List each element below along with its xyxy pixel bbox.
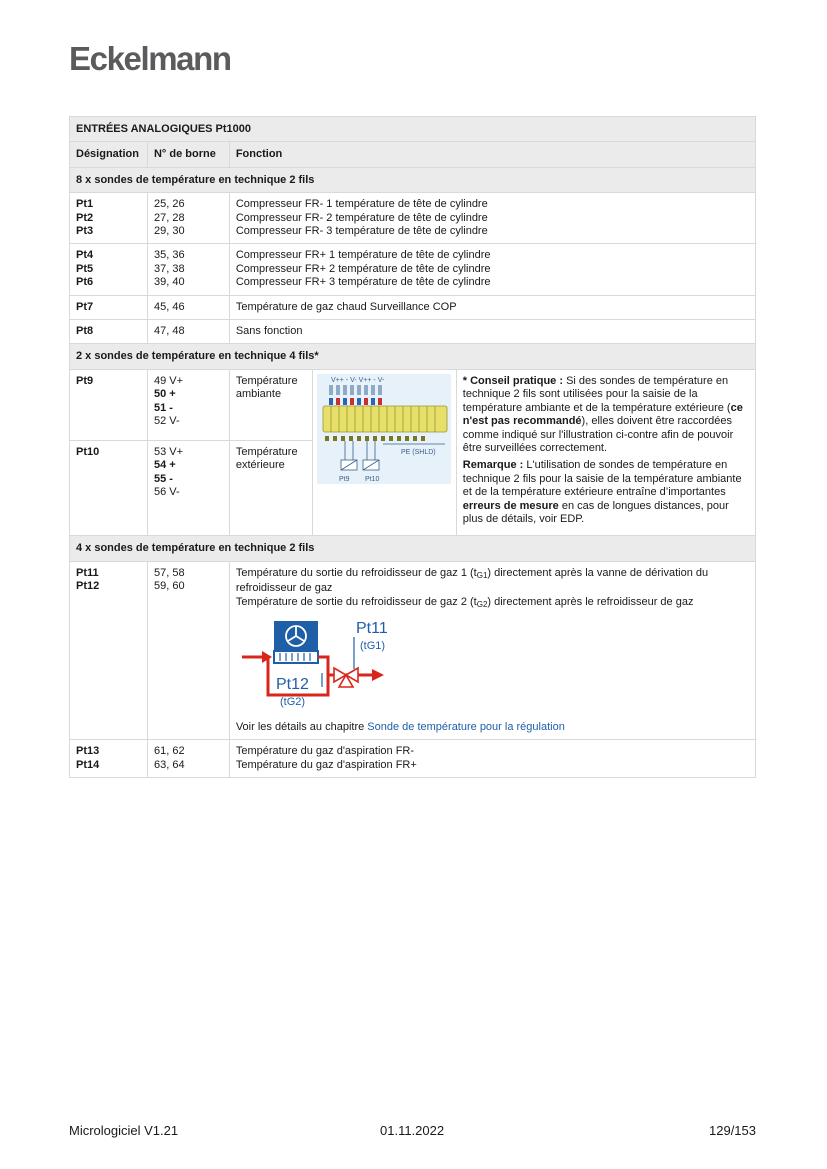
col-header-function: Fonction: [229, 142, 755, 167]
designation-cell: [70, 193, 148, 244]
sensor-pt9-label: Pt9: [338, 475, 350, 483]
designation: Pt6: [76, 276, 94, 289]
designation-cell: Pt7: [70, 295, 148, 319]
function-cell: [229, 561, 755, 740]
footer-date: 01.11.2022: [380, 1123, 445, 1138]
tg1-diagram-label: (tG1): [359, 639, 385, 652]
designation: Pt2: [76, 211, 94, 224]
footer-page-number: 129/153: [709, 1123, 756, 1138]
designation-cell: Pt10: [70, 440, 148, 535]
function: Compresseur FR- 3 température de tête de cylindre: [235, 225, 488, 238]
terminal: 51 -: [153, 401, 173, 414]
practical-tip: * Conseil pratique : Si des sondes de température en technique 2 fils sont utilisées pour la saisie de la température ambiante et de la température extérieure (ce n'est pas recommandé), elles doivent être raccordées comme indiqué sur l'illustration ci-contre afin de pouvoir être surveillées correctement.: [462, 374, 743, 454]
designation-cell: [70, 244, 148, 295]
terminal: 27, 28: [153, 211, 185, 224]
designation-cell: [70, 740, 148, 778]
col-header-terminal: N° de borne: [147, 142, 229, 167]
terminal: 57, 58: [153, 566, 185, 579]
terminal: 39, 40: [153, 276, 185, 289]
terminal-cell: 47, 48: [147, 320, 229, 344]
terminal: 25, 26: [153, 198, 185, 211]
function: Température de sortie du refroidisseur de gaz 2 $(t_{G2})$ directement après le refroidisseur de gaz: [235, 595, 694, 609]
function: Compresseur FR- 1 température de tête de cylindre: [235, 198, 488, 211]
function-cell: [229, 193, 755, 244]
designation: Pt1: [76, 198, 94, 211]
eckelmann-logo: Eckelmann: [69, 40, 231, 77]
terminal-cell: [147, 740, 229, 778]
terminal-cell: [147, 244, 229, 295]
terminal-cell: [147, 369, 229, 440]
terminal: 35, 36: [153, 249, 185, 262]
terminal-cell: [147, 561, 229, 740]
designation-cell: [70, 561, 148, 740]
function-cell: Sans fonction: [229, 320, 755, 344]
designation-cell: Pt9: [70, 369, 148, 440]
designation-cell: Pt8: [70, 320, 148, 344]
function: Température du gaz d'aspiration FR-: [235, 745, 415, 758]
function-cell: Température extérieure: [229, 440, 312, 535]
terminal: 63, 64: [153, 758, 185, 771]
function: Compresseur FR+ 2 température de tête de cylindre: [235, 262, 491, 275]
practical-tip-cell: [456, 369, 755, 535]
table-row: [70, 193, 756, 244]
terminal-wiring-diagram: [317, 374, 451, 484]
temperature-sensor-chapter-link[interactable]: Sonde de température pour la régulation: [367, 720, 565, 733]
column-header-row: [70, 142, 756, 167]
designation: Pt5: [76, 262, 94, 275]
table-title: ENTRÉES ANALOGIQUES Pt1000: [70, 117, 756, 142]
terminal: 49 V+: [153, 374, 184, 387]
function: Compresseur FR+ 1 température de tête de cylindre: [235, 249, 491, 262]
function: Compresseur FR- 2 température de tête de cylindre: [235, 211, 488, 224]
designation: Pt14: [76, 758, 100, 771]
details-reference: Voir les détails au chapitre Sonde de température pour la régulation: [235, 720, 565, 733]
wiring-diagram-cell: [312, 369, 456, 535]
designation: Pt3: [76, 225, 94, 238]
terminal: 52 V-: [153, 415, 180, 428]
sensor-pt10-label: Pt10: [364, 475, 380, 483]
table-row: [70, 561, 756, 740]
section-row: [70, 344, 756, 369]
remark: Remarque : L'utilisation de sondes de température en technique 2 fils pour la saisie de la température ambiante et de la température extérieure entraîne d’importantes erreurs de mesure en cas de longues distances, pour plus de détails, voir EDP.: [462, 459, 742, 525]
function-cell: Température de gaz chaud Surveillance COP: [229, 295, 755, 319]
table-title-row: [70, 117, 756, 142]
section-title: 8 x sondes de température en technique 2 fils: [70, 167, 756, 192]
footer-firmware-version: Micrologiciel V1.21: [69, 1123, 179, 1138]
function-cell: Température ambiante: [229, 369, 312, 440]
terminal-cell: [147, 193, 229, 244]
terminal-cell: 45, 46: [147, 295, 229, 319]
section-title: 4 x sondes de température en technique 2 fils: [70, 536, 756, 561]
terminal: 50 +: [153, 388, 176, 401]
terminal: 54 +: [153, 459, 176, 472]
section-title: 2 x sondes de température en technique 4 fils*: [70, 344, 756, 369]
terminal: 61, 62: [153, 745, 185, 758]
terminal: 37, 38: [153, 262, 185, 275]
section-row: [70, 536, 756, 561]
terminal-top-label: V++ - V- V++ - V-: [330, 376, 385, 384]
gas-cooler-diagram: [236, 615, 436, 715]
bypass-valve-icon: [334, 668, 358, 687]
terminal: 59, 60: [153, 580, 185, 593]
section-row: [70, 167, 756, 192]
function: Température du sortie du refroidisseur de gaz 1 $(t_{G1})$ directement après la vanne de dérivation du refroidisseur de gaz: [235, 566, 709, 595]
terminal: 55 -: [153, 472, 173, 485]
function-cell: [229, 740, 755, 778]
table-row: [70, 244, 756, 295]
pt11-diagram-label: Pt11: [355, 619, 388, 637]
table-row: [70, 320, 756, 344]
tg2-diagram-label: (tG2): [279, 695, 305, 708]
terminal-cell: [147, 440, 229, 535]
table-row: [70, 295, 756, 319]
terminal: 53 V+: [153, 445, 184, 458]
table-row: [70, 740, 756, 778]
pt12-diagram-label: Pt12: [275, 675, 309, 693]
designation: Pt13: [76, 745, 100, 758]
terminal: 29, 30: [153, 225, 185, 238]
terminal: 56 V-: [153, 486, 180, 499]
terminal-block: [323, 406, 447, 432]
designation: Pt11: [76, 566, 99, 579]
designation: Pt12: [76, 580, 100, 593]
pe-shield-label: PE (SHLD): [400, 448, 436, 456]
designation: Pt4: [76, 249, 94, 262]
analog-inputs-table: [69, 116, 756, 778]
table-row: [70, 369, 756, 440]
function-cell: [229, 244, 755, 295]
function: Température du gaz d'aspiration FR+: [235, 758, 417, 771]
col-header-designation: Désignation: [70, 142, 148, 167]
function: Compresseur FR+ 3 température de tête de cylindre: [235, 276, 491, 289]
